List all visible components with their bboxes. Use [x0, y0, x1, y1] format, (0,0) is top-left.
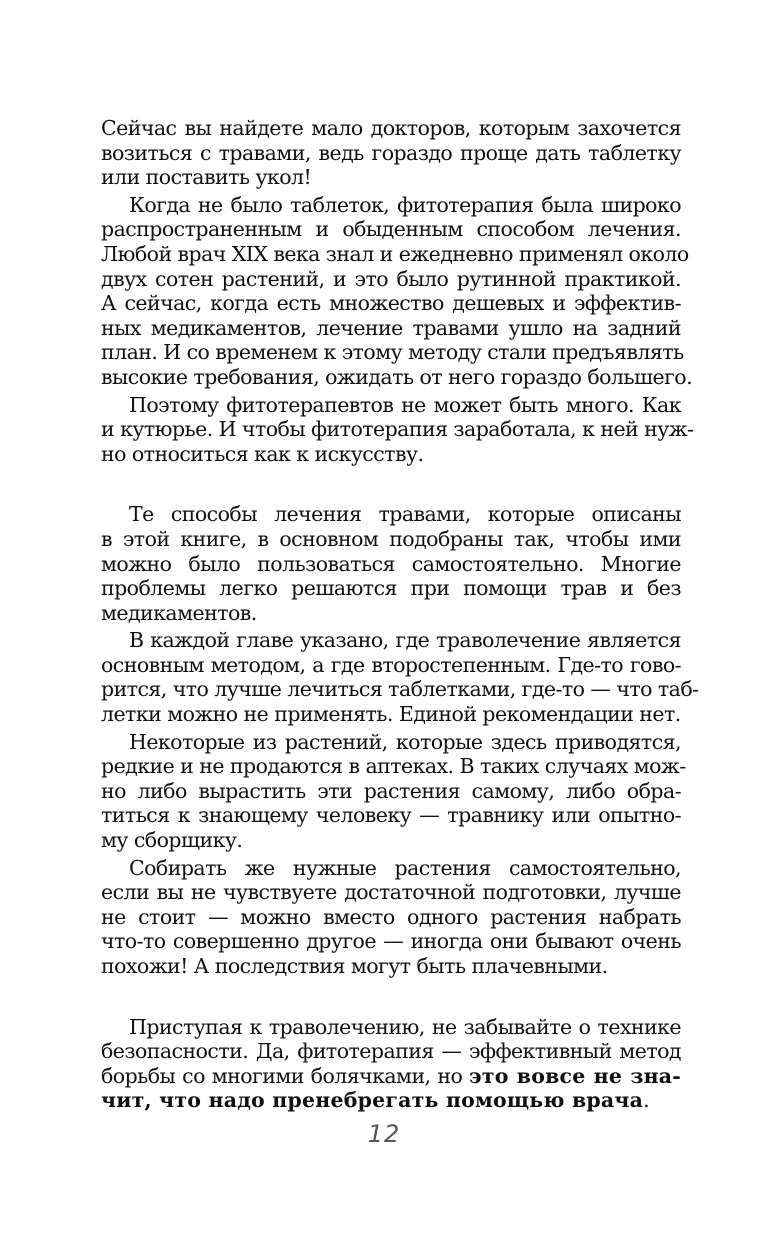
plain-text: . [643, 1088, 650, 1113]
text-line-mixed [101, 1088, 681, 1113]
text-line: что-то совершенно другое — иногда они бывают очень [101, 929, 681, 954]
paragraph-4 [101, 502, 681, 625]
paragraph-6 [101, 729, 686, 853]
page-number: 12 [367, 1120, 401, 1148]
text-line: распространенным и обыденным способом лечения. [101, 217, 681, 242]
text-line: А сейчас, когда есть множество дешевых и эффектив- [101, 291, 681, 316]
text-line: не стоит — можно вместо одного растения набрать [101, 904, 681, 929]
text-line: возиться с травами, ведь гораздо проще дать таблетку [101, 140, 681, 165]
text-line: в этой книге, в основном подобраны так, чтобы ими [101, 526, 681, 551]
text-line: рится, что лучше лечиться таблетками, где-то — что таб- [101, 677, 699, 702]
paragraph-2 [101, 192, 693, 390]
text-line: В каждой главе указано, где траволечение является [129, 628, 681, 653]
paragraph-7 [101, 856, 681, 979]
text-line: план. И со временем к этому методу стали предъявлять [101, 340, 684, 365]
paragraph-8 [101, 1015, 681, 1113]
text-line: высокие требования, ожидать от него гораздо большего. [101, 364, 693, 389]
bold-emphasis: чит, что надо пренебрегать помощью врача [101, 1088, 644, 1113]
text-line: и кутюрье. И чтобы фитотерапия заработала, к ней нуж- [101, 417, 694, 442]
text-line: Сейчас вы найдете мало докторов, которым захочется [101, 116, 681, 140]
text-line: можно было пользоваться самостоятельно. Многие [101, 551, 681, 576]
text-line: если вы не чувствуете достаточной подготовки, лучше [101, 880, 681, 905]
text-line: титься к знающему человеку — травнику или опытно- [101, 803, 681, 828]
text-line: но либо вырастить эти растения самому, либо обра- [101, 778, 681, 803]
plain-text: борьбы со многими болячками, но [101, 1063, 470, 1088]
text-line: но относиться как к искусству. [101, 441, 424, 466]
text-line: двух сотен растений, и это было рутинной практикой. [101, 266, 681, 291]
bold-emphasis: это вовсе не зна- [469, 1063, 681, 1088]
text-line: ных медикаментов, лечение травами ушло на задний [101, 315, 681, 340]
text-line-mixed [101, 1064, 681, 1089]
text-line: Приступая к траволечению, не забывайте о технике [129, 1014, 681, 1039]
text-line: Поэтому фитотерапевтов не может быть много. Как [129, 392, 681, 417]
text-line: медикаментов. [101, 600, 257, 625]
text-line: Некоторые из растений, которые здесь приводятся, [129, 729, 681, 754]
text-line: Когда не было таблеток, фитотерапия была широко [129, 192, 681, 217]
text-line: безопасности. Да, фитотерапия — эффективный метод [101, 1039, 681, 1064]
page-body [101, 116, 699, 1113]
text-line: Собирать же нужные растения самостоятельно, [129, 855, 681, 880]
paragraph-3 [101, 392, 694, 467]
text-line: Любой врач XIX века знал и ежедневно применял около [101, 241, 689, 266]
text-line: похожи! А последствия могут быть плачевными. [101, 954, 608, 978]
text-line: му сборщику. [101, 828, 243, 853]
text-line: или поставить укол! [101, 165, 312, 190]
text-line: основным методом, а где второстепенным. Где-то гово- [101, 652, 681, 677]
text-line: Те способы лечения травами, которые описаны [129, 502, 681, 527]
paragraph-1 [101, 116, 681, 190]
text-line: проблемы легко решаются при помощи трав и без [101, 576, 681, 601]
text-line: редкие и не продаются в аптеках. В таких случаях мож- [101, 754, 686, 779]
paragraph-5 [101, 628, 699, 727]
text-line: летки можно не применять. Единой рекомендации нет. [101, 702, 681, 727]
